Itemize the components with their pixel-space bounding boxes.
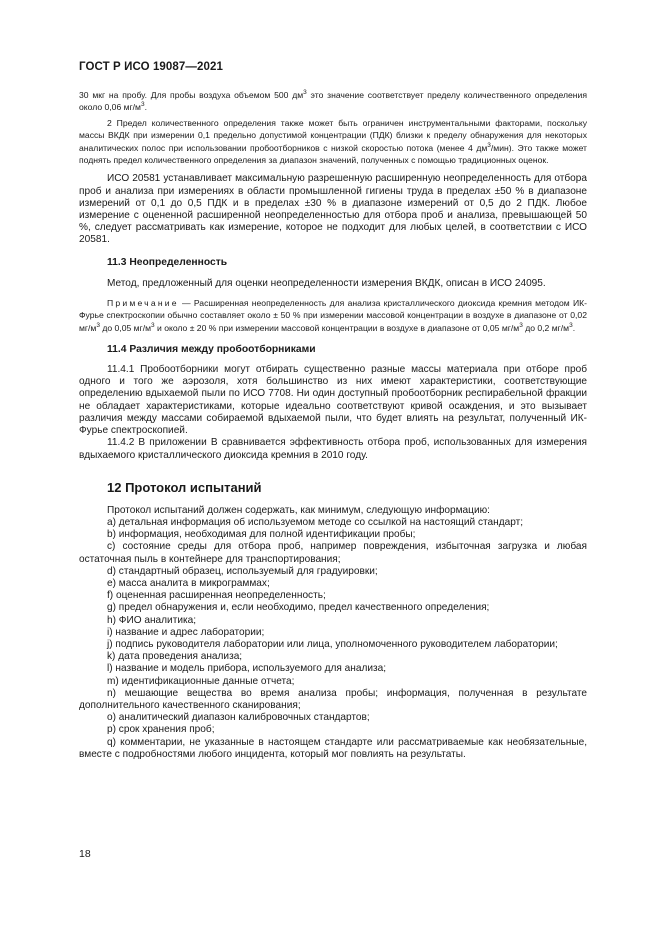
note-2: 2 Предел количественного определения также может быть ограничен инструментальными факторами, поскольку массы ВКДК при измерении 0,1 предельно допустимой концентрации (ПДК) близки к пределу обнаружения для некоторых аналитических полос при использовании пробоотборников с низкой скоростью потока (менее 4 $дм^3/мин$). Это также может поднять предел количественного определения за диапазон значений, полученных с помощью традиционных оценок. (79, 117, 587, 166)
page-content (79, 89, 587, 761)
section-11-4-heading: 11.4 Различия между пробоотборниками (107, 344, 316, 356)
list-item: m) идентификационные данные отчета; (107, 675, 295, 687)
document-header: ГОСТ Р ИСО 19087—2021 (79, 61, 224, 73)
list-item: p) срок хранения проб; (107, 724, 215, 736)
list-item: b) информация, необходимая для полной идентификации пробы; (107, 529, 416, 541)
page-number: 18 (79, 848, 91, 860)
list-item: l) название и модель прибора, используемого для анализа; (107, 663, 387, 675)
list-item: q) комментарии, не указанные в настоящем стандарте или рассматриваемые как необязательные, вместе с подробностями любого инцидента, который мог повлиять на результаты. (79, 736, 587, 760)
list-item: o) аналитический диапазон калибровочных стандартов; (107, 712, 370, 724)
section-12-heading: 12 Протокол испытаний (107, 479, 262, 495)
note-continuation: 30 мкг на пробу. Для пробы воздуха объемом 500 $дм^3$ это значение соответствует пределу количественного определения около 0,06 $мг/м^3$. (79, 89, 588, 113)
iso-20581-paragraph: ИСО 20581 устанавливает максимальную разрешенную расширенную неопределенность для отбора проб и анализа при измерениях в области промышленной гигиены труда в пределах ±50 % в диапазоне измерений от 0,1 до 0,5 ПДК и в пределах ±30 % в диапазоне измерений от 0,5 до 2 ПДК. Любое измерение с оцененной расширенной неопределенностью для отбора проб и анализа, превышающей 50 %, следует рассматривать как измерение, которое не подходит для любых целей, в соответствии с ИСО 20581. (79, 173, 587, 246)
list-item: a) детальная информация об используемом методе со ссылкой на настоящий стандарт; (107, 516, 524, 528)
section-11-3-text: Метод, предложенный для оценки неопределенности измерения ВКДК, описан в ИСО 24095. (107, 277, 546, 289)
section-11-3-heading: 11.3 Неопределенность (107, 256, 228, 268)
list-item: f) оцененная расширенная неопределенность; (107, 590, 326, 602)
list-item: j) подпись руководителя лаборатории или лица, уполномоченного руководителем лаборатории; (107, 638, 558, 650)
list-item: e) масса аналита в микрограммах; (107, 577, 270, 589)
list-item: g) предел обнаружения и, если необходимо, предел качественного определения; (107, 602, 490, 614)
protocol-items-list (79, 517, 587, 761)
list-item: d) стандартный образец, используемый для градуировки; (107, 565, 378, 577)
list-item: i) название и адрес лаборатории; (107, 626, 265, 638)
section-12-intro: Протокол испытаний должен содержать, как минимум, следующую информацию: (107, 504, 490, 516)
list-item: n) мешающие вещества во время анализа пробы; информация, полученная в результате дополнительного качественного сканирования; (79, 687, 587, 711)
note-label: Примечание (107, 297, 179, 308)
section-11-3-note: Примечание — Расширенная неопределенность для анализа кристаллического диоксида кремния методом ИК-Фурье спектроскопии обычно составляет около ± 50 % при измерении массовой концентрации в воздухе в диапазоне от 0,02 $мг/м^3$ до 0,05 $мг/м^3$ и около ± 20 % при измерении массовой концентрации в воздухе в диапазоне от 0,05 $мг/м^3$ до 0,2 $мг/м^3$. (79, 297, 587, 333)
section-11-4-1: 11.4.1 Пробоотборники могут отбирать существенно разные массы материала при отборе проб одного и того же аэрозоля, хотя большинство из них имеют характеристики, соответствующие определению вдыхаемой пыли по ИСО 7708. Ни один доступный пробоотборник респирабельной фракции не обладает характеристиками, которые идеально соответствуют кривой осаждения, и это вызывает различия между массами собираемой вдыхаемой пыли, что будет влиять на результат, полученный ИК-Фурье спектроскопией. (79, 364, 587, 437)
section-11-4-2: 11.4.2 В приложении В сравнивается эффективность отбора проб, использованных для измерения вдыхаемого кристаллического диоксида кремния в 2010 году. (79, 437, 587, 461)
list-item: c) состояние среды для отбора проб, например повреждения, избыточная загрузка и любая остаточная пыль в контейнере для транспортирования; (79, 541, 587, 565)
list-item: h) ФИО аналитика; (107, 614, 197, 626)
list-item: k) дата проведения анализа; (107, 651, 243, 663)
